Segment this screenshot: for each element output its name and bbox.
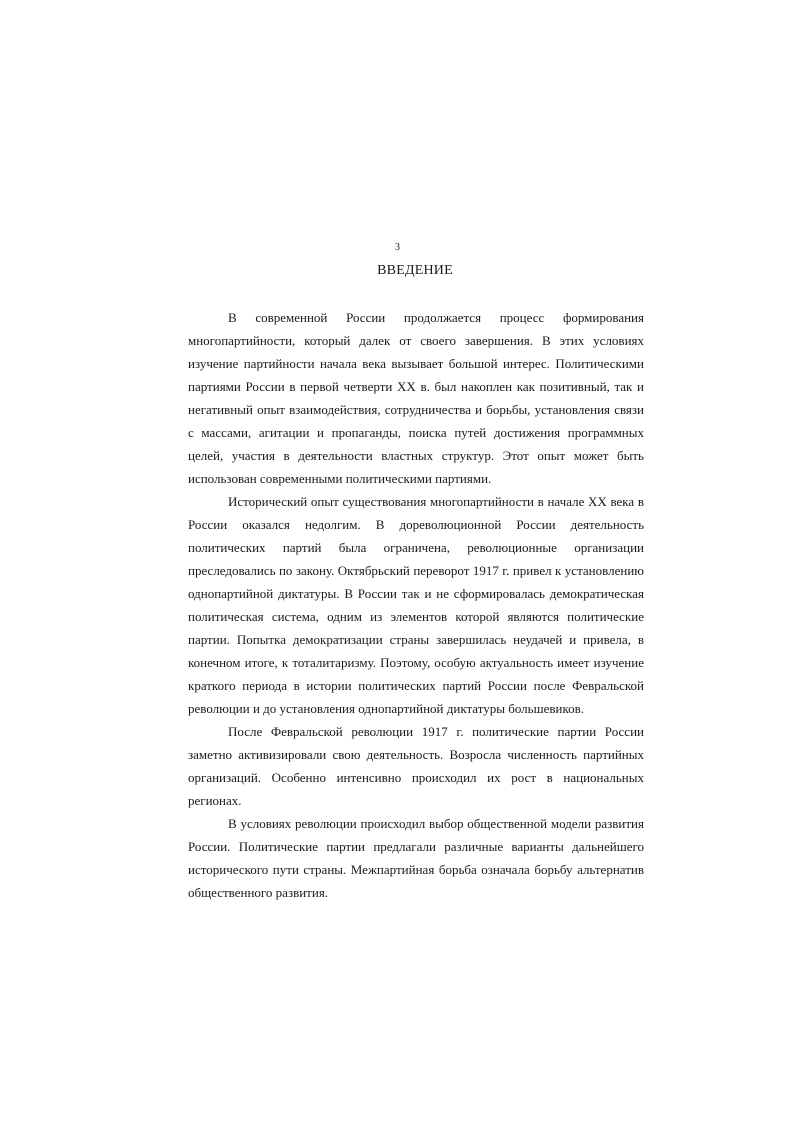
section-title: ВВЕДЕНИЕ bbox=[377, 263, 453, 278]
paragraph: В условиях революции происходил выбор общественной модели развития России. Политические партии предлагали различные варианты дальнейшего исторического пути страны. Межпартийная борьба означала борьбу альтернатив общественного развития. bbox=[188, 816, 644, 900]
page-number: 3 bbox=[395, 242, 400, 253]
paragraph: После Февральской революции 1917 г. политические партии России заметно активизировали свою деятельность. Возросла численность партийных организаций. Особенно интенсивно происходил их рост в национальных регионах. bbox=[188, 724, 644, 808]
body-text bbox=[188, 306, 644, 904]
paragraph: В современной России продолжается процесс формирования многопартийности, который далек от своего завершения. В этих условиях изучение партийности начала века вызывает большой интерес. Политическими партиями России в первой четверти XX в. был накоплен как позитивный, так и негативный опыт взаимодействия, сотрудничества и борьбы, установления связи с массами, агитации и пропаганды, поиска путей достижения программных целей, участия в деятельности властных структур. Этот опыт может быть использован современными политическими партиями. bbox=[188, 310, 644, 486]
paragraph: Исторический опыт существования многопартийности в начале XX века в России оказался недолгим. В дореволюционной России деятельность политических партий была ограничена, революционные организации преследовались по закону. Октябрьский переворот 1917 г. привел к установлению однопартийной диктатуры. В России так и не сформировалась демократическая политическая система, одним из элементов которой являются политические партии. Попытка демократизации страны завершилась неудачей и привела, в конечном итоге, к тоталитаризму. Поэтому, особую актуальность имеет изучение краткого периода в истории политических партий России после Февральской революции и до установления однопартийной диктатуры большевиков. bbox=[188, 494, 644, 716]
